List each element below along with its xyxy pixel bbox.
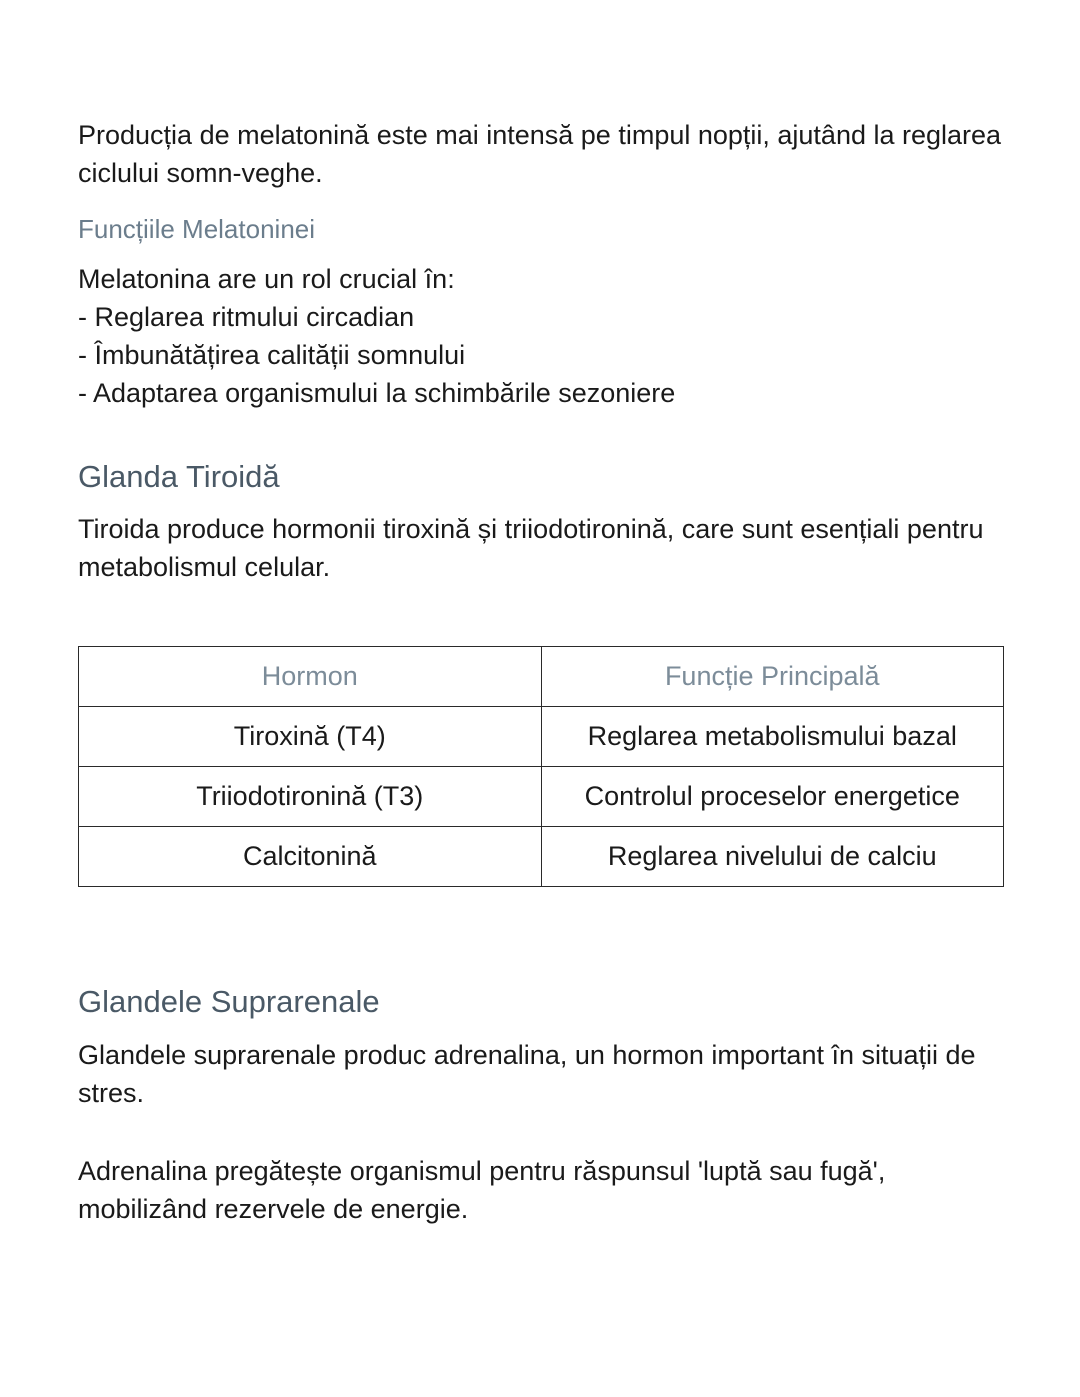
adrenal-paragraph-1: Glandele suprarenale produc adrenalina, un hormon important în situații de stres.: [78, 1040, 976, 1108]
adrenal-heading: Glandele Suprarenale: [78, 984, 380, 1019]
table-header-functie: Funcție Principală: [541, 647, 1004, 707]
adrenal-paragraph-2: Adrenalina pregătește organismul pentru răspunsul 'luptă sau fugă', mobilizând rezervele de energie.: [78, 1156, 886, 1224]
table-row: [79, 827, 1004, 887]
table-cell-hormone: Triiodotironină (T3): [79, 767, 542, 827]
melatonin-role-intro: Melatonina are un rol crucial în:: [78, 264, 455, 294]
thyroid-paragraph: Tiroida produce hormonii tiroxină și triiodotironină, care sunt esențiali pentru metabolismul celular.: [78, 514, 984, 582]
table-cell-hormone: Tiroxină (T4): [79, 707, 542, 767]
melatonin-role-item: - Adaptarea organismului la schimbările sezoniere: [78, 378, 676, 408]
table-cell-hormone: Calcitonină: [79, 827, 542, 887]
melatonin-role-item: - Îmbunătățirea calității somnului: [78, 340, 466, 370]
table-cell-function: Reglarea metabolismului bazal: [541, 707, 1004, 767]
table-cell-function: Controlul proceselor energetice: [541, 767, 1004, 827]
thyroid-heading: Glanda Tiroidă: [78, 459, 280, 494]
melatonin-functions-subheading: Funcțiile Melatoninei: [78, 214, 316, 244]
table-row: [79, 707, 1004, 767]
melatonin-role-paragraph: [78, 260, 1004, 412]
table-header-hormon: Hormon: [79, 647, 542, 707]
table-header-row: [79, 647, 1004, 707]
melatonin-intro-paragraph: Producția de melatonină este mai intensă pe timpul nopții, ajutând la reglarea ciclului somn-veghe.: [78, 120, 1002, 188]
melatonin-role-item: - Reglarea ritmului circadian: [78, 302, 415, 332]
table-cell-function: Reglarea nivelului de calciu: [541, 827, 1004, 887]
thyroid-hormone-table: [78, 646, 1004, 887]
table-row: [79, 767, 1004, 827]
